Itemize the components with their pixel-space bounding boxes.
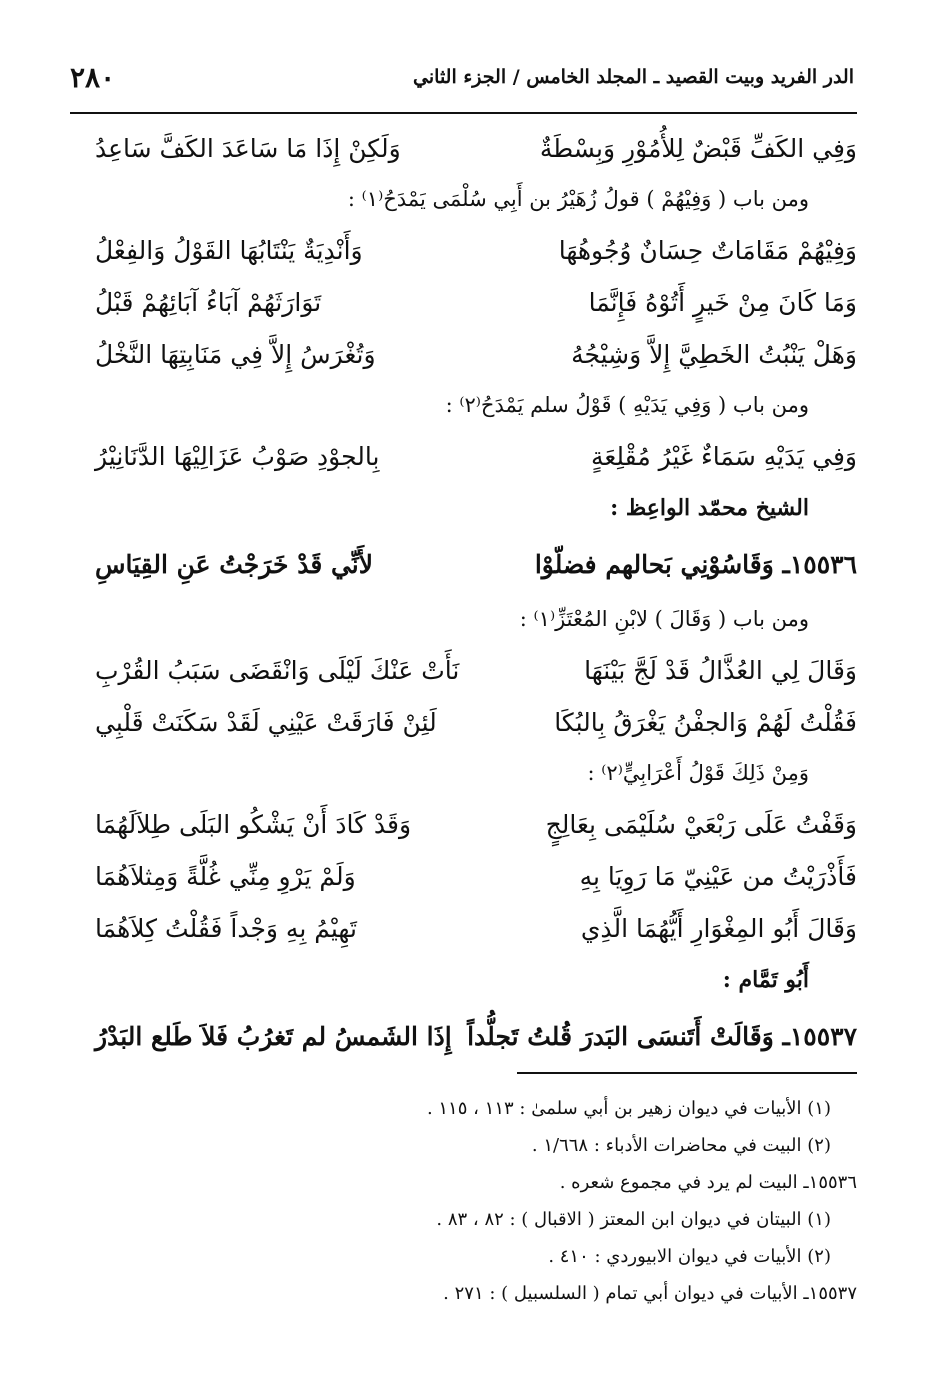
prose-line: ومن باب ( وَفِي يَدَيْهِ ) قَوْلُ سلم يَمْدَحُ⁽٢⁾ :: [445, 393, 809, 417]
footnote: ١٥٥٣٦ـ البيت لم يرد في مجموع شعره .: [559, 1172, 857, 1193]
numbered-verse: [95, 534, 857, 594]
prose-line: وَمِنْ ذَلِكَ قَوْلُ أَعْرَابِيٍّ⁽٢⁾ :: [587, 761, 809, 785]
verse-couplet: [95, 276, 857, 328]
verse-couplet: [95, 644, 857, 696]
first-hemistich: وَهَلْ يَنْبُتُ الخَطِيَّ إِلاَّ وَشِيْجُهُ: [571, 339, 857, 369]
first-hemistich: ١٥٥٣٧ـ وَقَالَتْ أَتَنسَى البَدرَ قُلتُ تَجلُّداً: [467, 1021, 857, 1051]
prose-line: ومن باب ( وَقَالَ ) لابْنِ المُعْتَزِّ⁽١⁾ :: [519, 607, 809, 631]
footnote: (٢) البيت في محاضرات الأدباء : ١/٦٦٨ .: [531, 1135, 831, 1156]
footnote-rule: [517, 1072, 857, 1074]
verse-couplet: [95, 430, 857, 482]
second-hemistich: وَقَدْ كَادَ أَنْ يَشْكُو البَلَى طِلاَلَهُمَا: [95, 809, 412, 839]
second-hemistich: لأَنِّي قَدْ خَرَجْتُ عَنِ القِيَاسِ: [95, 549, 374, 579]
second-hemistich: إِذَا الشَمسُ لم تَغرُبُ فَلاَ طَلع البَدْرُ: [95, 1021, 452, 1051]
first-hemistich: وَقَفْتُ عَلَى رَبْعَيْ سُلَيْمَى بِعَالِجٍ: [545, 809, 857, 839]
page-number: ٢٨٠: [70, 60, 116, 94]
second-hemistich: تَوَارَثَهُمْ آبَاءُ آبَائِهُمْ قَبْلُ: [95, 287, 322, 317]
second-hemistich: تَهِيْمُ بِهِ وَجْداً فَقُلْتُ كِلاَهُمَا: [95, 913, 357, 943]
first-hemistich: وَفِيْهُمْ مَقَامَاتٌ حِسَانٌ وُجُوهُهَا: [558, 235, 857, 265]
second-hemistich: وَتُغْرَسُ إِلاَّ فِي مَنَابِتِهَا النَّخْلُ: [95, 339, 376, 369]
running-title: الدر الفريد وبيت القصيد ـ المجلد الخامس / الجزء الثاني: [413, 66, 854, 88]
footnotes: [95, 1090, 857, 1312]
poet-heading: أَبُو تَمَّام :: [722, 967, 809, 993]
verse-couplet: [95, 328, 857, 380]
verse-couplet: [95, 850, 857, 902]
header-rule: [70, 112, 857, 114]
verse-couplet: [95, 902, 857, 954]
first-hemistich: فَأَذْرَيْتُ من عَيْنِيّ مَا رَوِيَا بِهِ: [579, 861, 857, 891]
footnote: (٢) الأبيات في ديوان الابيوردي : ٤١٠ .: [548, 1246, 831, 1267]
second-hemistich: وَلَكِنْ إِذَا مَا سَاعَدَ الكَفَّ سَاعِدُ: [95, 133, 401, 163]
footnote: ١٥٥٣٧ـ الأبيات في ديوان أبي تمام ( السلسبيل ) : ٢٧١ .: [443, 1283, 857, 1304]
second-hemistich: وَلَمْ يَرْوِ مِنِّي غُلَّةً وَمِثلاَهُمَا: [95, 861, 356, 891]
first-hemistich: وَقَالَ لِي العُذَّالُ قَدْ لَجَّ بَيْنَهَا: [584, 655, 857, 685]
verse-couplet: [95, 224, 857, 276]
verse-couplet: [95, 798, 857, 850]
verse-couplet: [95, 122, 857, 174]
second-hemistich: بِالجوْدِ صَوْبُ عَزَالِيْهَا الدَّنَانِيْرُ: [95, 441, 380, 471]
first-hemistich: وَقَالَ أَبُو المِغْوَارِ أَيُّهُمَا الَّذِي: [580, 913, 857, 943]
first-hemistich: وَفِي الكَفِّ قَبْضٌ لِلأُمُوْرِ وَبِسْطَةٌ: [539, 133, 857, 163]
first-hemistich: وَمَا كَانَ مِنْ خَيرٍ أَتُوْهُ فَإِنَّمَا: [588, 287, 857, 317]
poetry-body: [95, 122, 857, 1066]
first-hemistich: ١٥٥٣٦ـ وَقَاسُوْنِي بَحالهم فضلّوْا: [534, 549, 857, 579]
poet-heading: الشيخ محمّد الواعِظ :: [610, 495, 809, 521]
page-header: [70, 55, 854, 99]
footnote: (١) البيتان في ديوان ابن المعتز ( الاقبال ) : ٨٢ ، ٨٣ .: [436, 1209, 831, 1230]
numbered-verse: [95, 1006, 857, 1066]
prose-line: ومن باب ( وَفِيْهُمْ ) قولُ زُهَيْرُ بن أَبِي سُلْمَى يَمْدَحُ⁽١⁾ :: [347, 187, 809, 211]
footnote: (١) الأبيات في ديوان زهير بن أبي سلمىٰ : ١١٣ ، ١١٥ .: [426, 1098, 831, 1119]
second-hemistich: وَأَنْدِيَةٌ يَنْتَابُهَا القَوْلُ وَالفِعْلُ: [95, 235, 363, 265]
first-hemistich: وَفِي يَدَيْهِ سَمَاءٌ غَيْرُ مُقْلِعَةٍ: [590, 441, 857, 471]
second-hemistich: نَأَتْ عَنْكَ لَيْلَى وَانْقَضَى سَبَبُ القُرْبِ: [95, 655, 460, 685]
second-hemistich: لَئِنْ فَارَقَتْ عَيْنِي لَقَدْ سَكَنَتْ قَلْبِي: [95, 707, 437, 737]
first-hemistich: فَقُلْتُ لَهُمْ وَالجفْنُ يَغْرَقُ بِالبُكَا: [554, 707, 857, 737]
verse-couplet: [95, 696, 857, 748]
